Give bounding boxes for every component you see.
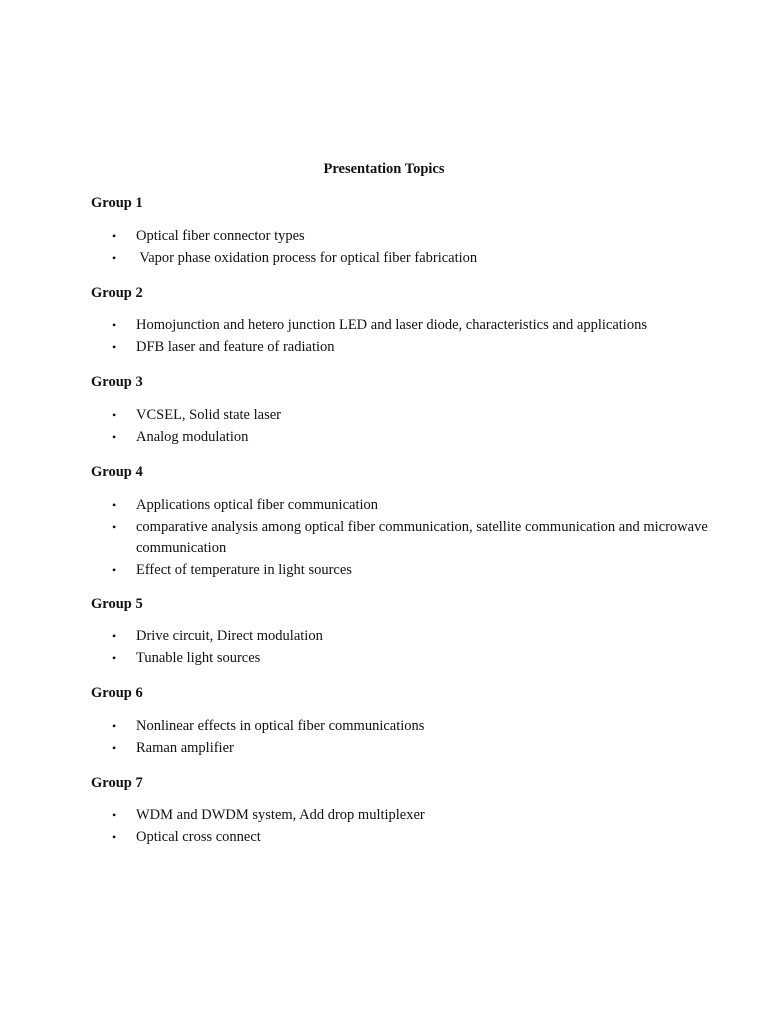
group-2-list (91, 315, 711, 358)
list-item-text: Analog modulation (136, 428, 249, 445)
list-item-text: Raman amplifier (136, 739, 234, 756)
group-7-heading: Group 7 (91, 775, 143, 791)
group-3-list (91, 405, 711, 448)
list-item-text: Homojunction and hetero junction LED and laser diode, characteristics and applications (136, 317, 647, 333)
bullet-icon: • (112, 629, 117, 643)
bullet-icon: • (112, 719, 117, 733)
list-item (91, 648, 711, 670)
list-item (91, 517, 711, 560)
list-item-text: WDM and DWDM system, Add drop multiplexer (136, 807, 425, 823)
bullet-icon: • (112, 808, 117, 822)
list-item (91, 427, 711, 449)
list-item (91, 716, 711, 738)
group-5-heading: Group 5 (91, 596, 143, 612)
list-item-text: Effect of temperature in light sources (136, 561, 352, 578)
page-title: Presentation Topics (323, 161, 445, 177)
list-item (91, 495, 711, 517)
list-item-text: Vapor phase oxidation process for optical fiber fabrication (136, 249, 478, 266)
list-item (91, 405, 711, 427)
group-4-list (91, 495, 711, 581)
group-3-heading: Group 3 (91, 374, 143, 390)
list-item-text: Optical cross connect (136, 828, 261, 845)
list-item-text: Nonlinear effects in optical fiber communications (136, 718, 425, 734)
bullet-icon: • (112, 408, 117, 422)
group-4-heading: Group 4 (91, 464, 143, 480)
list-item-text: Tunable light sources (136, 649, 261, 666)
bullet-icon: • (112, 339, 117, 354)
bullet-icon: • (112, 498, 117, 512)
list-item-text: Optical fiber connector types (136, 228, 305, 244)
list-item (91, 805, 711, 827)
list-item (91, 226, 711, 248)
bullet-icon: • (112, 829, 117, 844)
list-item (91, 560, 711, 582)
list-item (91, 315, 711, 337)
group-7-list (91, 805, 711, 848)
list-item (91, 337, 711, 359)
list-item-text: Applications optical fiber communication (136, 497, 379, 513)
group-1-list (91, 226, 711, 269)
bullet-icon: • (112, 519, 117, 534)
bullet-icon: • (112, 562, 117, 577)
list-item (91, 626, 711, 648)
bullet-icon: • (112, 740, 117, 755)
bullet-icon: • (112, 650, 117, 665)
group-2-heading: Group 2 (91, 285, 143, 301)
group-6-heading: Group 6 (91, 685, 143, 701)
group-6-list (91, 716, 711, 759)
list-item-text: comparative analysis among optical fiber communication, satellite communication and microwave communication (136, 518, 708, 556)
list-item-text: DFB laser and feature of radiation (136, 338, 335, 355)
list-item-text: Drive circuit, Direct modulation (136, 628, 323, 644)
list-item-text: VCSEL, Solid state laser (136, 407, 281, 423)
bullet-icon: • (112, 429, 117, 444)
list-item (91, 738, 711, 760)
bullet-icon: • (112, 250, 117, 265)
list-item (91, 248, 711, 270)
group-1-heading: Group 1 (91, 195, 143, 211)
group-5-list (91, 626, 711, 669)
list-item (91, 827, 711, 849)
bullet-icon: • (112, 229, 117, 243)
bullet-icon: • (112, 318, 117, 332)
